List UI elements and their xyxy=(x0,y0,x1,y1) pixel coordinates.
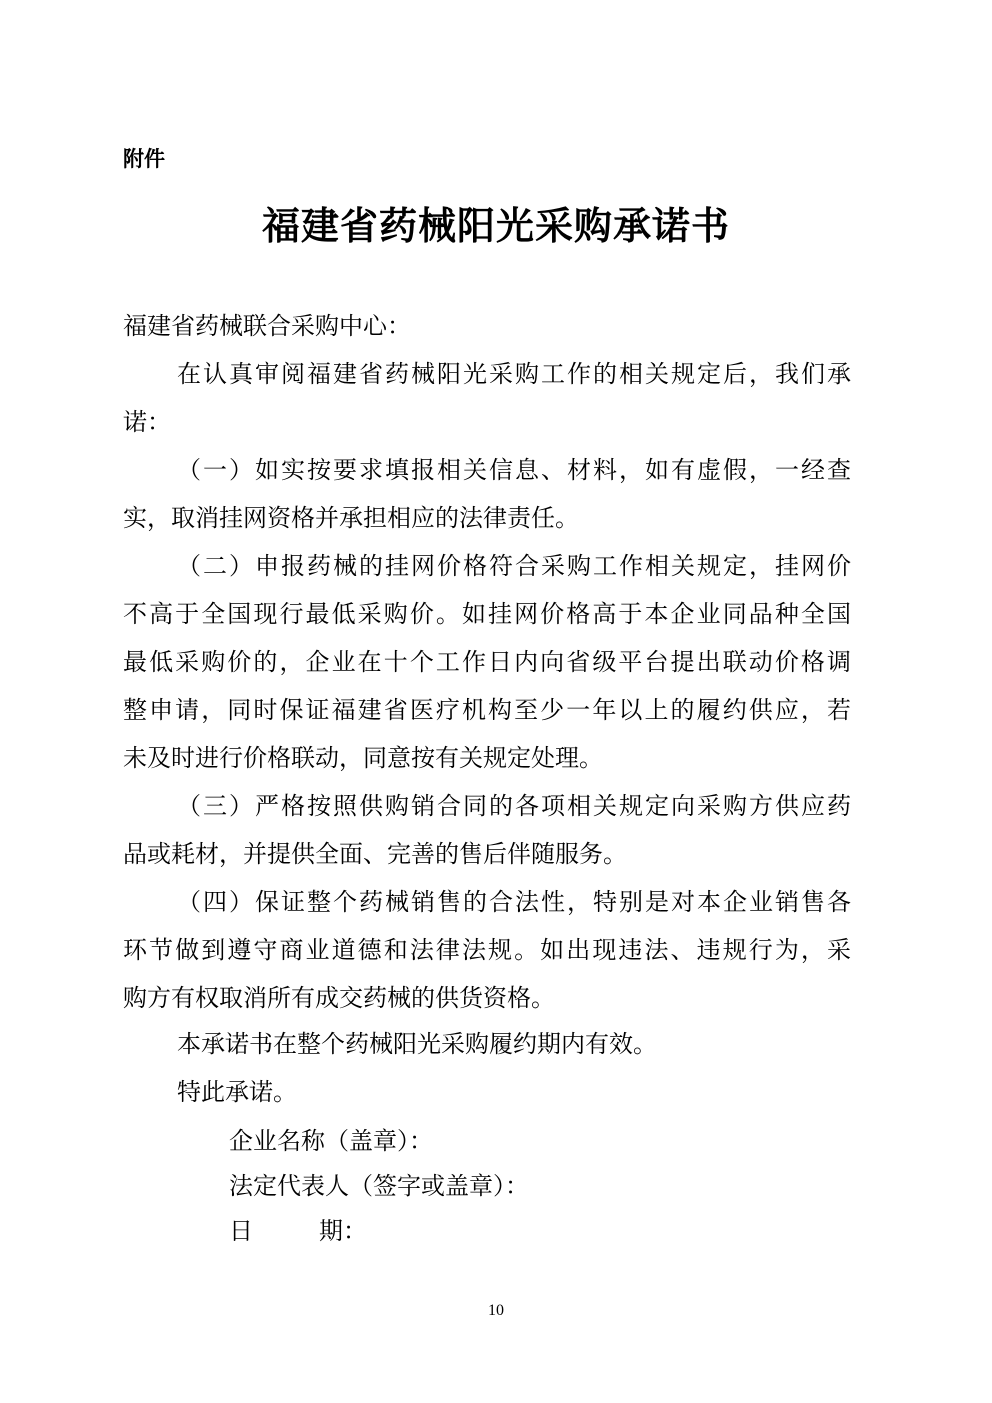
body-line-10: （三）严格按照供购销合同的各项相关规定向采购方供应药 xyxy=(177,792,851,820)
body-line-11: 品或耗材，并提供全面、完善的售后伴随服务。 xyxy=(123,840,627,868)
body-line-7: 最低采购价的，企业在十个工作日内向省级平台提出联动价格调 xyxy=(123,648,851,676)
body-line-1: 在认真审阅福建省药械阳光采购工作的相关规定后，我们承 xyxy=(177,360,851,388)
company-name-field: 企业名称（盖章）： xyxy=(229,1127,433,1155)
body-line-6: 不高于全国现行最低采购价。如挂网价格高于本企业同品种全国 xyxy=(123,600,851,628)
body-line-12: （四）保证整个药械销售的合法性，特别是对本企业销售各 xyxy=(177,888,851,916)
date-field xyxy=(229,1217,367,1245)
closing-statement: 特此承诺。 xyxy=(177,1078,297,1106)
document-title: 福建省药械阳光采购承诺书 xyxy=(261,203,730,248)
page-number: 10 xyxy=(488,1302,504,1319)
body-line-13: 环节做到遵守商业道德和法律法规。如出现违法、违规行为，采 xyxy=(123,936,851,964)
body-line-4: 实，取消挂网资格并承担相应的法律责任。 xyxy=(123,504,579,532)
legal-representative-field: 法定代表人（签字或盖章）： xyxy=(229,1172,529,1200)
body-line-2: 诺： xyxy=(123,408,171,436)
date-label-part2: 期： xyxy=(319,1217,367,1245)
salutation: 福建省药械联合采购中心： xyxy=(123,312,411,340)
body-line-3: （一）如实按要求填报相关信息、材料，如有虚假，一经查 xyxy=(177,456,851,484)
body-line-9: 未及时进行价格联动，同意按有关规定处理。 xyxy=(123,744,603,772)
validity-statement: 本承诺书在整个药械阳光采购履约期内有效。 xyxy=(177,1030,657,1058)
body-line-5: （二）申报药械的挂网价格符合采购工作相关规定，挂网价 xyxy=(177,552,851,580)
date-label-part1: 日 xyxy=(229,1217,253,1245)
attachment-label: 附件 xyxy=(123,147,165,171)
body-line-8: 整申请，同时保证福建省医疗机构至少一年以上的履约供应，若 xyxy=(123,696,851,724)
body-line-14: 购方有权取消所有成交药械的供货资格。 xyxy=(123,984,555,1012)
